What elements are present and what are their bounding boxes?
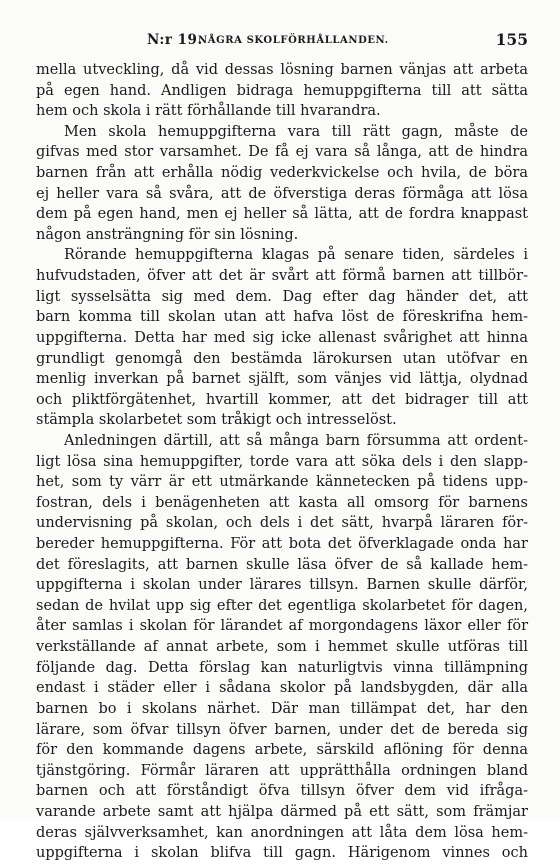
text-line: uppgifterna i skolan blifva till gagn. Härigenom vinnes och bbox=[36, 845, 528, 862]
text-line: Men skola hemuppgifterna vara till rätt gagn, måste de bbox=[64, 123, 528, 140]
text-line: fostran, dels i benägenheten att kasta all omsorg för barnens bbox=[36, 494, 528, 511]
text-line: mella utveckling, då vid dessas lösning barnen vänjas att arbeta bbox=[36, 62, 528, 78]
text-line: stämpla skolarbetet som tråkigt och intresselöst. bbox=[36, 412, 397, 429]
text-line: tjänstgöring. Förmår läraren att upprätthålla ordningen bland bbox=[36, 762, 528, 779]
text-line: på egen hand. Andligen bidraga hemuppgifterna till att sätta bbox=[36, 82, 528, 99]
text-line: deras självverksamhet, kan anordningen att låta dem lösa hem- bbox=[36, 824, 528, 841]
text-line: åter samlas i skolan för lärandet af morgondagens läxor eller för bbox=[36, 618, 528, 635]
text-line: grundligt genomgå den bestämda lärokursen utan utöfvar en bbox=[36, 350, 528, 367]
text-line: hem och skola i rätt förhållande till hvarandra. bbox=[36, 103, 381, 120]
text-line: lärare, som öfvar tillsyn öfver barnen, under det de bereda sig bbox=[36, 721, 528, 738]
text-line: barnen bo i skolans närhet. Där man tillämpat det, har den bbox=[36, 700, 528, 717]
text-line: någon ansträngning för sin lösning. bbox=[36, 226, 299, 243]
text-line: verkställande af annat arbete, som i hemmet skulle utföras till bbox=[36, 639, 528, 656]
text-line: het, som ty värr är ett utmärkande kännetecken på tidens upp- bbox=[36, 474, 528, 491]
text-line: uppgifterna i skolan under lärares tillsyn. Barnen skulle därför, bbox=[36, 577, 528, 594]
text-line: följande dag. Detta förslag kan naturligtvis vinna tillämpning bbox=[36, 659, 528, 676]
text-line: ligt lösa sina hemuppgifter, torde vara att söka dels i den slapp- bbox=[36, 453, 528, 470]
text-line: varande arbete samt att hjälpa därmed på ett sätt, som främjar bbox=[36, 803, 528, 820]
text-line: sedan de hvilat upp sig efter det egentliga skolarbetet för dagen, bbox=[36, 597, 528, 614]
text-line: och pliktförgätenhet, hvartill kommer, att det bidrager till att bbox=[36, 391, 528, 408]
text-line: Rörande hemuppgifterna klagas på senare tiden, särdeles i bbox=[64, 247, 528, 264]
text-line: endast i städer eller i sådana skolor på landsbygden, där alla bbox=[36, 680, 528, 697]
text-line: gifvas med stor varsamhet. De få ej vara så långa, att de hindra bbox=[36, 144, 528, 161]
issue-number: N:r 19. bbox=[147, 32, 203, 48]
running-header bbox=[36, 30, 528, 50]
text-line: barnen och att förståndigt öfva tillsyn öfver dem vid ifråga- bbox=[36, 783, 528, 800]
running-title: NÅGRA SKOLFÖRHÅLLANDEN. bbox=[198, 35, 389, 46]
body-text bbox=[36, 60, 528, 864]
text-line: barn komma till skolan utan att hafva löst de föreskrifna hem- bbox=[36, 309, 528, 326]
text-line: undervisning på skolan, och dels i det sätt, hvarpå läraren för- bbox=[36, 515, 528, 532]
text-line: barnen från att erhålla nödig vederkvickelse och hvila, de böra bbox=[36, 165, 528, 182]
text-line: Anledningen därtill, att så många barn försumma att ordent- bbox=[64, 432, 528, 449]
text-line: för den kommande dagens arbete, särskild aflöning för denna bbox=[36, 742, 528, 759]
text-line: ligt sysselsätta sig med dem. Dag efter dag händer det, att bbox=[36, 288, 528, 305]
text-line: hufvudstaden, öfver att det är svårt att förmå barnen att tillbör- bbox=[36, 268, 528, 285]
text-line: dem på egen hand, men ej heller så lätta, att de fordra knappast bbox=[36, 206, 528, 223]
text-line: uppgifterna. Detta har med sig icke allenast svårighet att hinna bbox=[36, 329, 528, 346]
text-line: ej heller vara så svåra, att de öfverstiga deras förmåga att lösa bbox=[36, 185, 528, 202]
text-line: bereder hemuppgifterna. För att bota det öfverklagade onda har bbox=[36, 536, 528, 553]
text-line: det föreslagits, att barnen skulle läsa öfver de så kallade hem- bbox=[36, 556, 528, 573]
page-number: 155 bbox=[495, 30, 528, 49]
text-line: menlig inverkan på barnet själft, som vänjes vid lättja, olydnad bbox=[36, 371, 528, 388]
